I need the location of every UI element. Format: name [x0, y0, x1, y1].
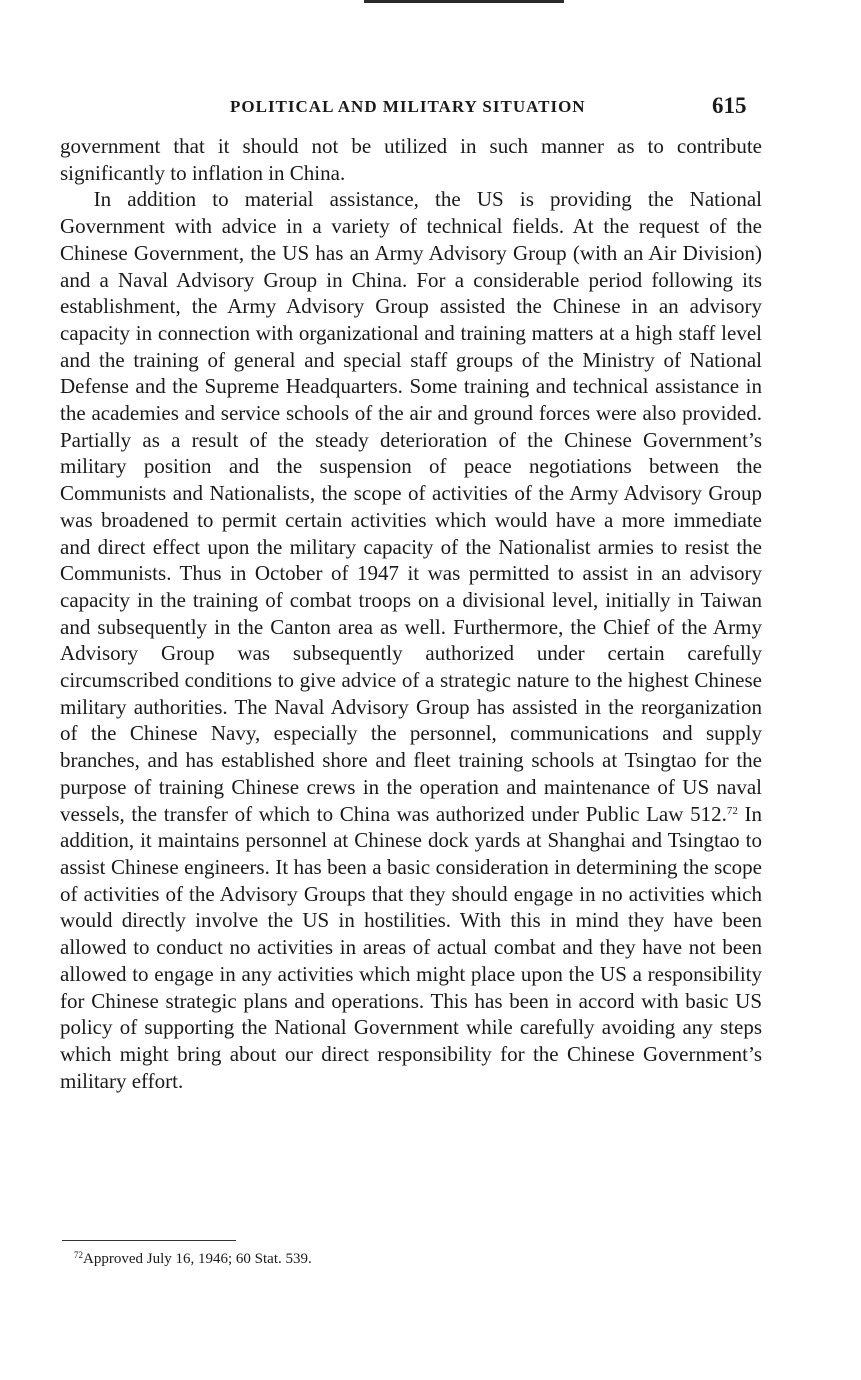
footnote	[74, 1250, 312, 1268]
footnote-marker: 72	[74, 1250, 83, 1260]
footnote-reference: 72	[726, 804, 738, 817]
top-edge-rule	[364, 0, 564, 3]
body-text	[60, 133, 762, 1094]
footnote-text: Approved July 16, 1946; 60 Stat. 539.	[83, 1251, 312, 1267]
paragraph-text-part-2: In addition, it maintains personnel at Chinese dock yards at Shanghai and Tsingtao to assist Chinese engineers. It has been a basic consideration in determining the scope of activities of the Advisory Groups that they should engage in no activities which would directly involve the US in hostilities. With this in mind they have been allowed to conduct no activities in areas of actual combat and they have not been allowed to engage in any activities which might place upon the US a responsibility for Chinese strategic plans and operations. This has been in accord with basic US policy of supporting the National Government while carefully avoiding any steps which might bring about our direct responsibility for the Chinese Government’s military effort.	[60, 801, 763, 1093]
footnote-divider	[62, 1240, 236, 1241]
paragraph-continuation: government that it should not be utilized in such manner as to contribute significantly to inflation in China.	[60, 134, 762, 185]
running-head	[0, 93, 861, 123]
paragraph-advisory-groups	[60, 186, 762, 1094]
running-title: POLITICAL AND MILITARY SITUATION	[230, 97, 586, 116]
paragraph-text-part-1: In addition to material assistance, the US is providing the National Government with advice in a variety of technical fields. At the request of the Chinese Government, the US has an Army Advisory Group (with an Air Division) and a Naval Advisory Group in China. For a considerable period following its establishment, the Army Advisory Group assisted the Chinese in an advisory capacity in connection with organizational and training matters at a high staff level and the training of general and special staff groups of the Ministry of National Defense and the Supreme Headquarters. Some training and technical assistance in the academies and service schools of the air and ground forces were also provided. Partially as a result of the steady deterioration of the Chinese Government’s military position and the suspension of peace negotiations between the Communists and Nationalists, the scope of activities of the Army Advisory Group was broadened to permit certain activities which would have a more immediate and direct effect upon the military capacity of the Nationalist armies to resist the Communists. Thus in October of 1947 it was permitted to assist in an advisory capacity in the training of combat troops on a divisional level, initially in Taiwan and subsequently in the Canton area as well. Furthermore, the Chief of the Army Advisory Group was subsequently authorized under certain carefully circumscribed conditions to give advice of a strategic nature to the highest Chinese military authorities. The Naval Advisory Group has assisted in the reorganization of the Chinese Navy, especially the personnel, communications and supply branches, and has established shore and fleet training schools at Tsingtao for the purpose of training Chinese crews in the operation and maintenance of US naval vessels, the transfer of which to China was authorized under Public Law 512.	[60, 187, 762, 826]
page-number: 615	[712, 93, 747, 118]
